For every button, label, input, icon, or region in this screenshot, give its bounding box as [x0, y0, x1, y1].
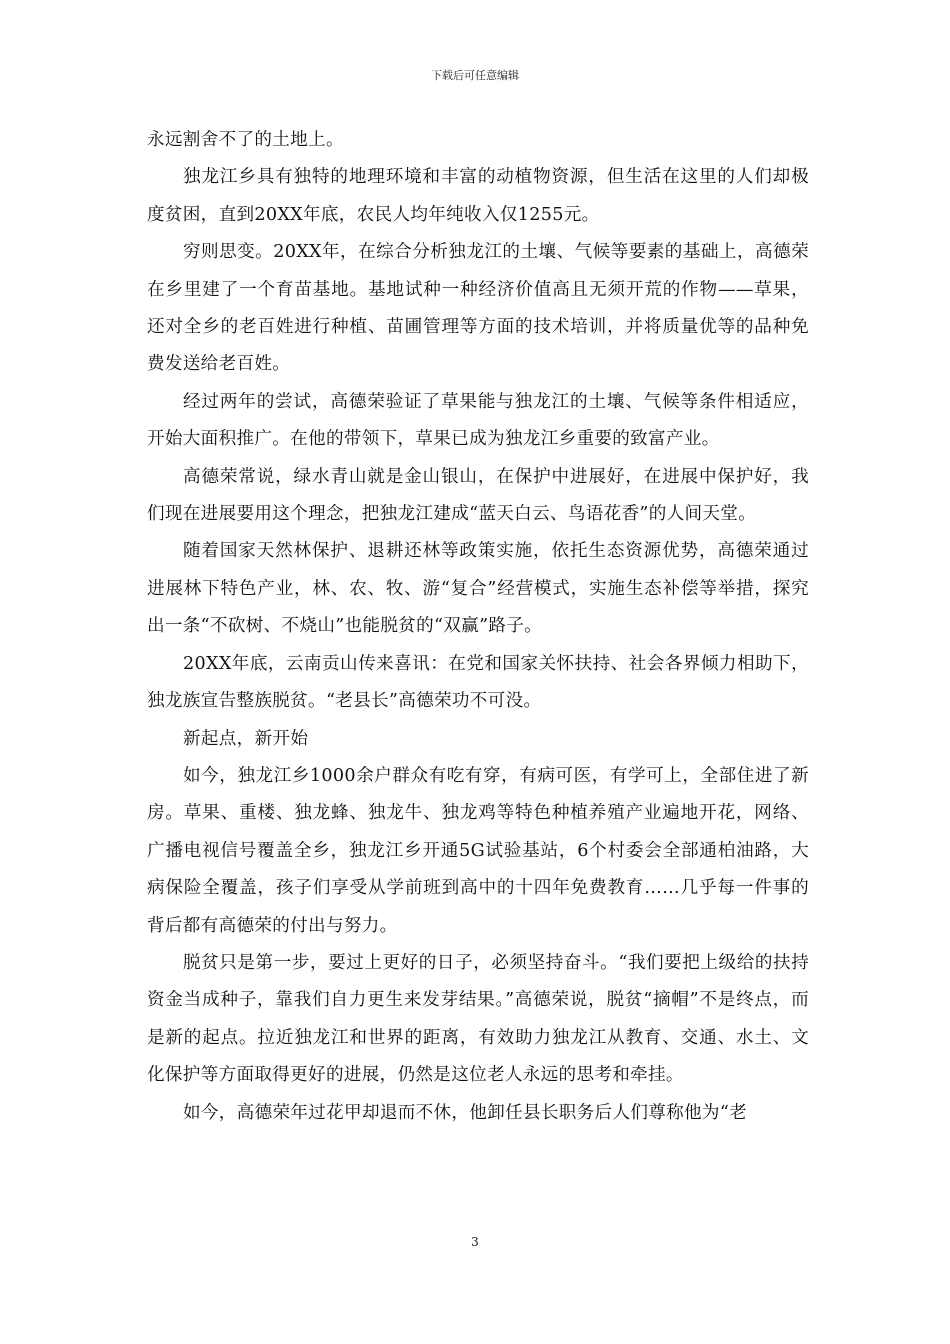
paragraph: 如今，独龙江乡1000余户群众有吃有穿，有病可医，有学可上，全部住进了新房。草果、重楼、独龙蜂、独龙牛、独龙鸡等特色种植养殖产业遍地开花，网络、广播电视信号覆盖全乡，独龙江乡开通5G试验基站，6个村委会全部通柏油路，大病保险全覆盖，孩子们享受从学前班到高中的十四年免费教育……几乎每一件事的背后都有高德荣的付出与努力。 — [147, 765, 809, 936]
paragraph: 穷则思变。20XX年，在综合分析独龙江的土壤、气候等要素的基础上，高德荣在乡里建了一个育苗基地。基地试种一种经济价值高且无须开荒的作物——草果，还对全乡的老百姓进行种植、苗圃管理等方面的技术培训，并将质量优等的品种免费发送给老百姓。 — [147, 242, 809, 375]
paragraph: 20XX年底，云南贡山传来喜讯：在党和国家关怀扶持、社会各界倾力相助下，独龙族宣告整族脱贫。“老县长”高德荣功不可没。 — [147, 653, 809, 712]
paragraph: 脱贫只是第一步，要过上更好的日子，必须坚持奋斗。“我们要把上级给的扶持资金当成种子，靠我们自力更生来发芽结果。”高德荣说，脱贫“摘帽”不是终点，而是新的起点。拉近独龙江和世界的距离，有效助力独龙江从教育、交通、水土、文化保护等方面取得更好的进展，仍然是这位老人永远的思考和牵挂。 — [147, 952, 809, 1086]
section-heading: 新起点，新开始 — [183, 728, 309, 749]
page-number: 3 — [471, 1235, 479, 1249]
body-text — [147, 122, 809, 1132]
page-header: 下载后可任意编辑 — [431, 69, 519, 82]
paragraph: 永远割舍不了的土地上。 — [147, 130, 344, 150]
paragraph: 经过两年的尝试，高德荣验证了草果能与独龙江的土壤、气候等条件相适应，开始大面积推广。在他的带领下，草果已成为独龙江乡重要的致富产业。 — [147, 391, 809, 450]
paragraph: 如今，高德荣年过花甲却退而不休，他卸任县长职务后人们尊称他为“老 — [183, 1102, 748, 1123]
paragraph: 高德荣常说，绿水青山就是金山银山，在保护中进展好，在进展中保护好，我们现在进展要用这个理念，把独龙江建成“蓝天白云、鸟语花香”的人间天堂。 — [147, 466, 809, 525]
paragraph: 独龙江乡具有独特的地理环境和丰富的动植物资源，但生活在这里的人们却极度贫困，直到20XX年底，农民人均年纯收入仅1255元。 — [147, 167, 809, 225]
paragraph: 随着国家天然林保护、退耕还林等政策实施，依托生态资源优势，高德荣通过进展林下特色产业，林、农、牧、游“复合”经营模式，实施生态补偿等举措，探究出一条“不砍树、不烧山”也能脱贫的“双赢”路子。 — [147, 541, 809, 637]
